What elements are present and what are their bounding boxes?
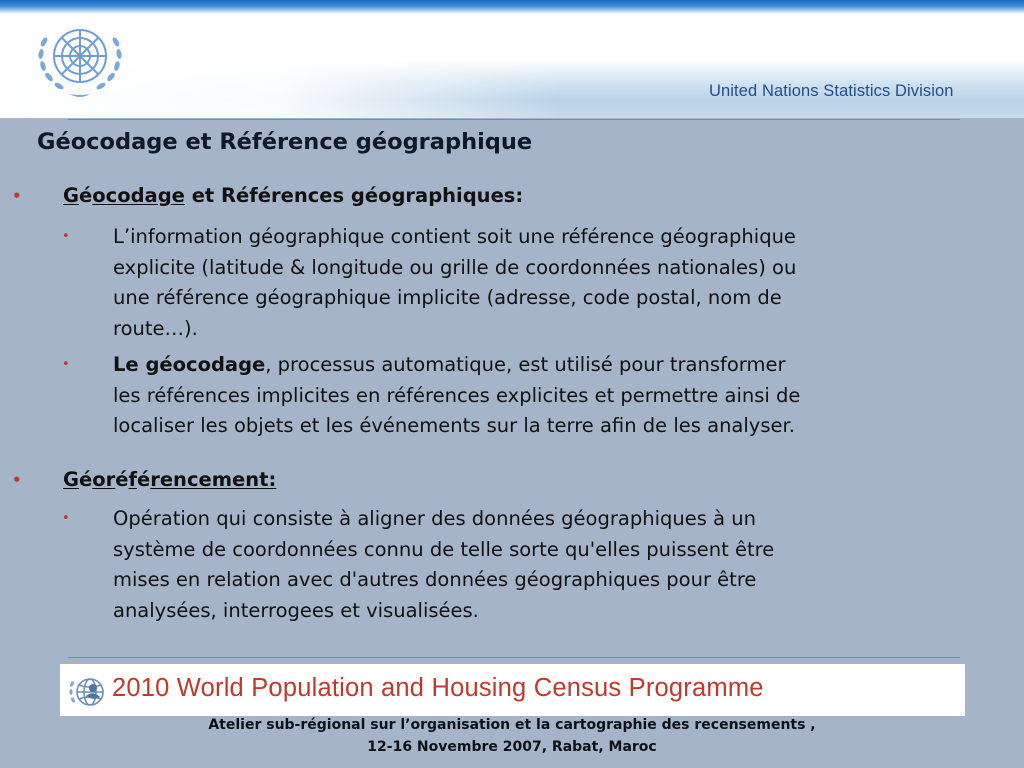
- bullet-icon: •: [12, 187, 22, 205]
- heading-part: f: [128, 468, 137, 491]
- text-line: système de coordonnées connu de telle sorte qu'elles puissent être: [113, 537, 775, 561]
- text-line: [113, 350, 1023, 381]
- text-line: localiser les objets et les événements sur la terre afin de les analyser.: [113, 414, 795, 437]
- heading-part: é: [136, 468, 151, 491]
- heading-part: rencement:: [150, 468, 277, 491]
- heading-part: or: [92, 468, 116, 491]
- organization-name: United Nations Statistics Division: [709, 82, 954, 100]
- footer: [0, 714, 1024, 758]
- item-text: [113, 504, 1023, 626]
- text-fragment: , processus automatique, est utilisé pour transformer: [265, 353, 786, 376]
- bullet-icon: •: [62, 229, 70, 244]
- item-text: [113, 350, 1023, 442]
- un-emblem-icon: [30, 12, 130, 104]
- heading-part: et Références géographiques:: [184, 184, 524, 207]
- text-line: une référence géographique implicite (adresse, code postal, nom de: [113, 286, 782, 309]
- text-line: mises en relation avec d'autres données géographiques pour être: [113, 568, 757, 591]
- text-line: L’information géographique contient soit une référence géographique: [113, 225, 796, 248]
- census-programme-banner: [60, 664, 965, 716]
- census-globe-icon: [66, 670, 110, 710]
- heading-part: G: [63, 184, 80, 207]
- heading-text: [63, 468, 276, 491]
- heading-part: G: [63, 468, 80, 491]
- heading-part: ocodage: [92, 184, 185, 207]
- header-banner: [0, 0, 1024, 118]
- census-banner-text: 2010 World Population and Housing Census Programme: [112, 674, 764, 702]
- text-line: Opération qui consiste à aligner des données géographiques à un: [113, 507, 756, 530]
- heading-text: [63, 184, 523, 207]
- bold-lead: Le géocodage: [113, 353, 266, 376]
- bullet-icon: •: [62, 511, 70, 526]
- text-line: les références implicites en références explicites et permettre ainsi de: [113, 383, 801, 407]
- heading-part: é: [115, 468, 129, 491]
- text-line: route…).: [113, 316, 198, 340]
- heading-part: é: [79, 468, 93, 491]
- item-text: [113, 222, 1023, 344]
- footer-line-2: 12-16 Novembre 2007, Rabat, Maroc: [367, 739, 657, 755]
- bullet-icon: •: [12, 471, 22, 489]
- bullet-icon: •: [62, 357, 70, 372]
- text-line: analysées, interrogees et visualisées.: [113, 598, 479, 622]
- bottom-divider: [68, 657, 960, 658]
- top-divider: [68, 119, 960, 120]
- footer-line-1: Atelier sub-régional sur l’organisation et la cartographie des recensements ,: [208, 717, 816, 733]
- text-line: explicite (latitude & longitude ou grille de coordonnées nationales) ou: [113, 255, 797, 279]
- heading-part: é: [79, 184, 93, 207]
- slide-title: Géocodage et Référence géographique: [37, 129, 533, 155]
